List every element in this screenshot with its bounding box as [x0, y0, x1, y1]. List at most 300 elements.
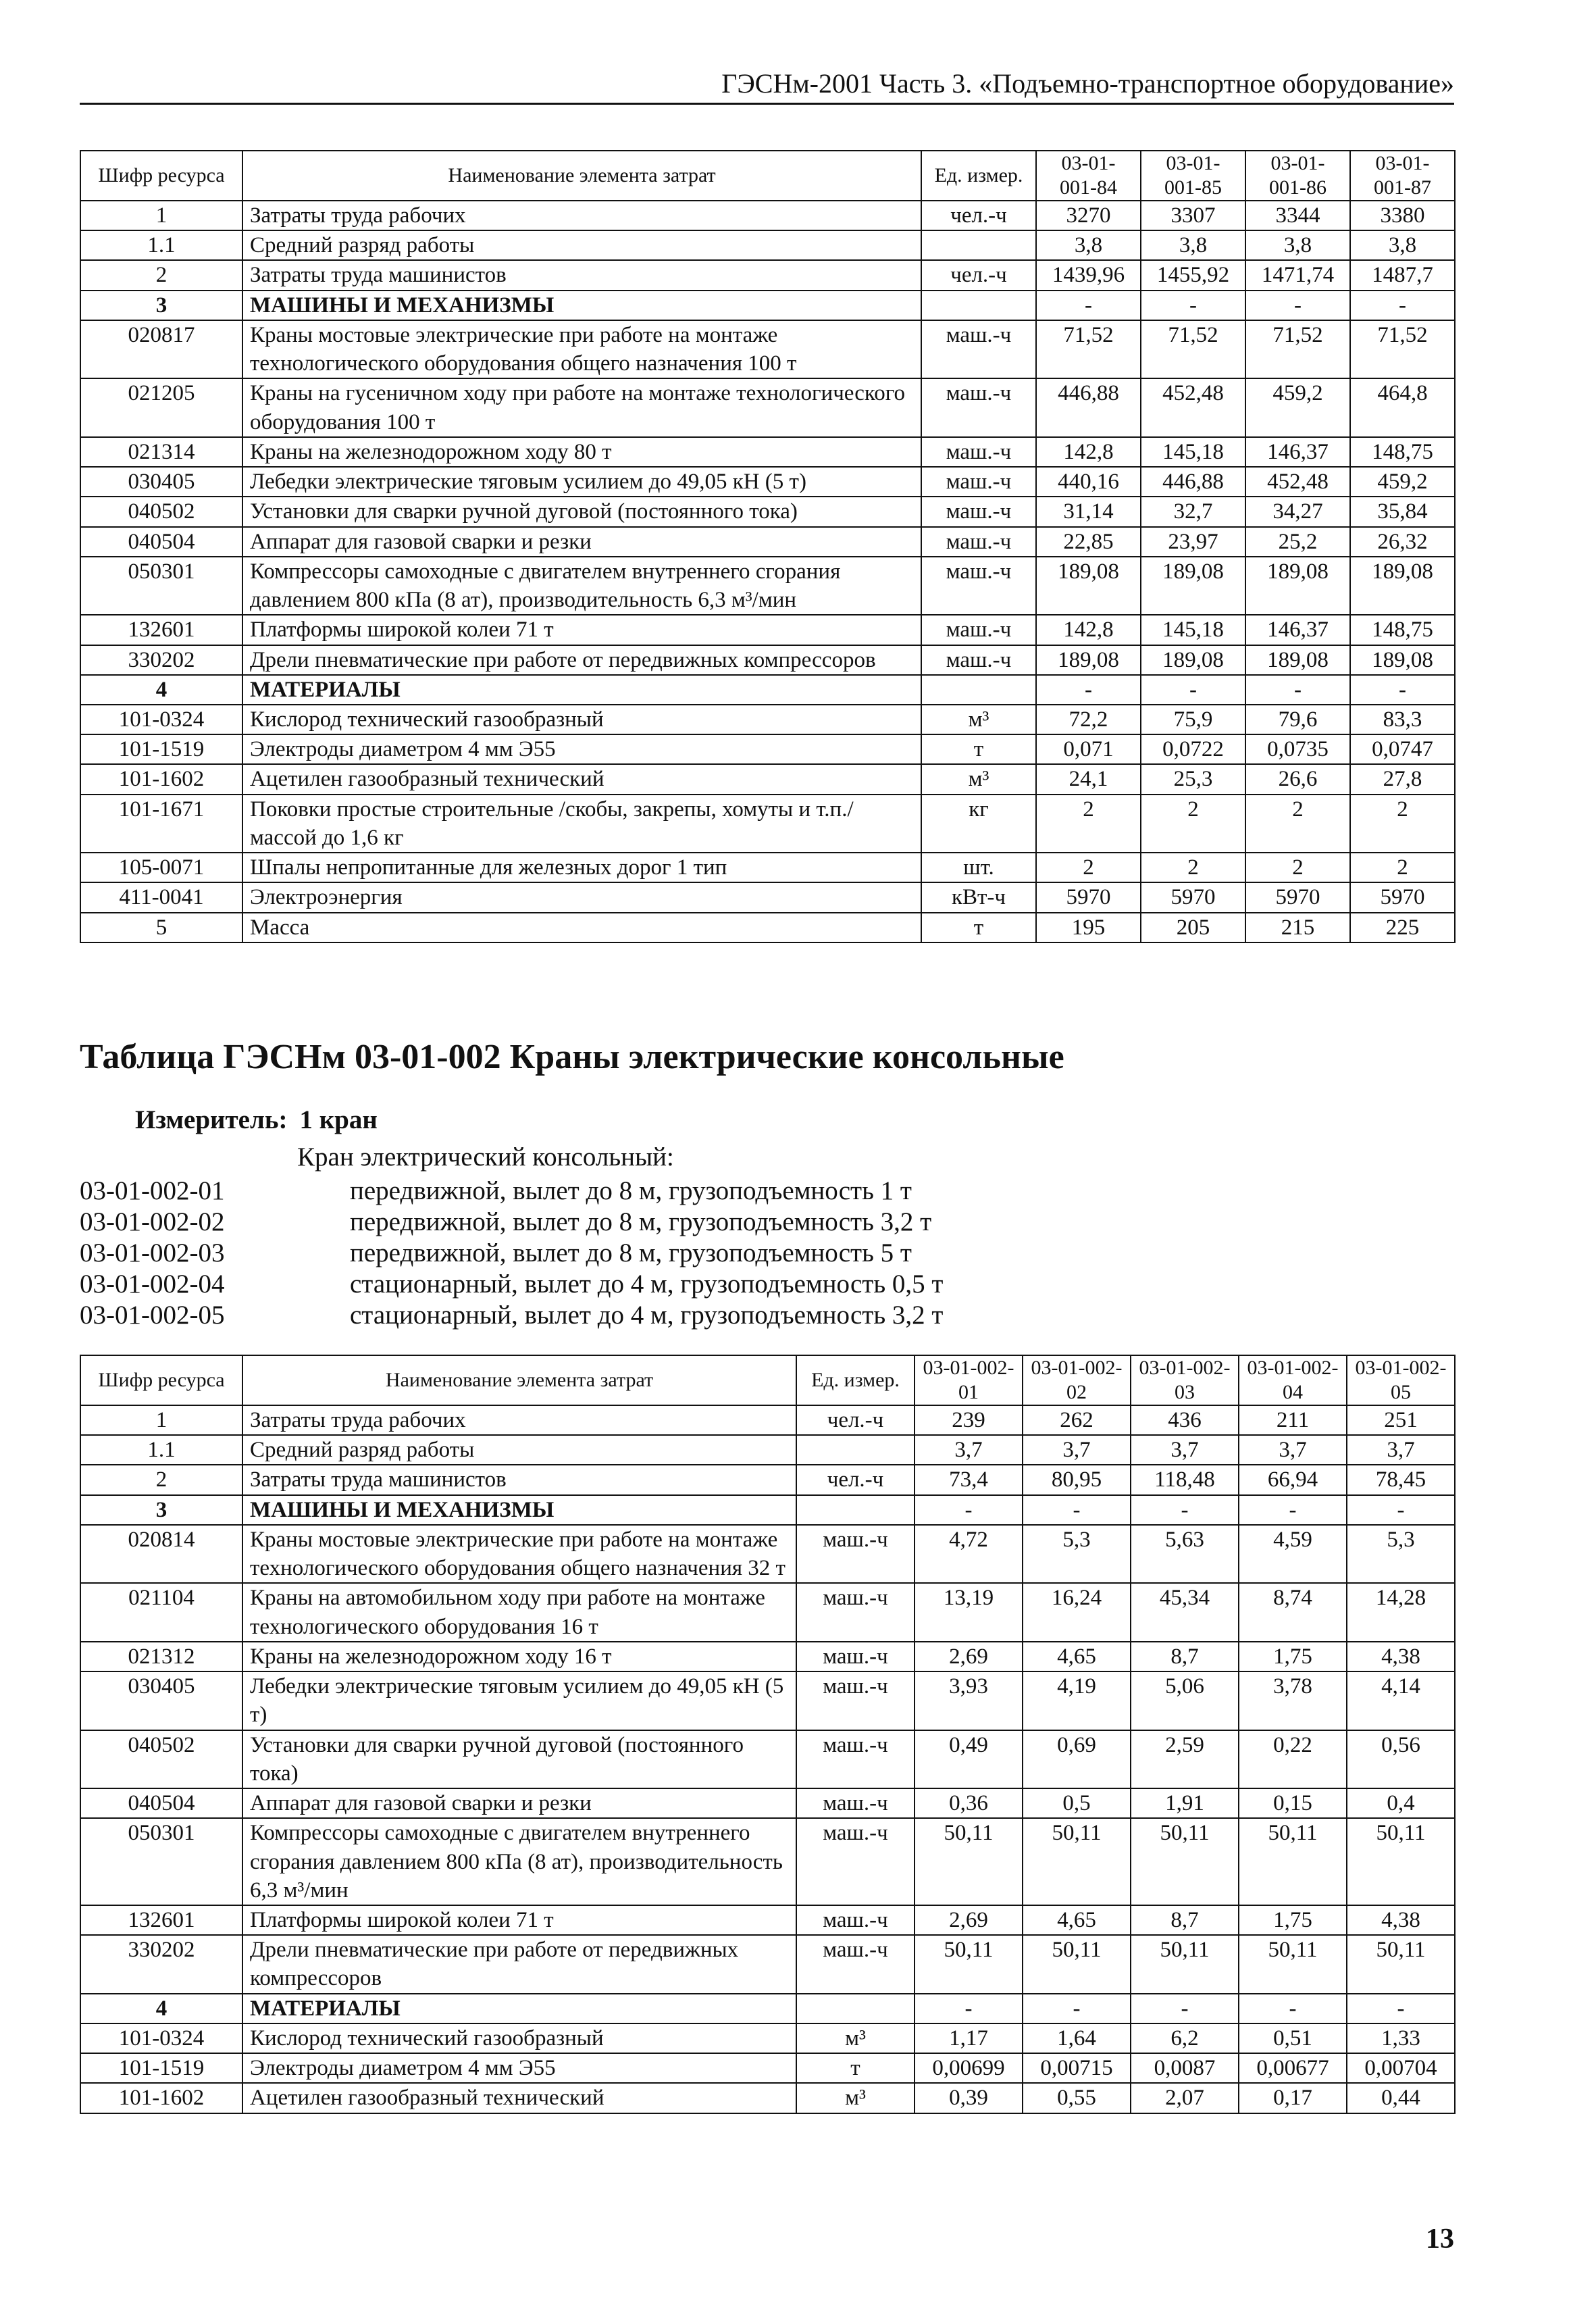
- cost-element-name: Масса: [242, 913, 921, 942]
- table-row: [80, 882, 1455, 912]
- value-cell: 3,8: [1350, 230, 1455, 260]
- value-cell: 145,18: [1141, 615, 1245, 645]
- resource-code: 040502: [80, 1730, 242, 1788]
- value-cell: 50,11: [1239, 1818, 1347, 1905]
- value-cell: 0,0747: [1350, 734, 1455, 764]
- value-cell: 145,18: [1141, 437, 1245, 467]
- unit-cell: маш.-ч: [796, 1525, 915, 1583]
- resource-code: 330202: [80, 1935, 242, 1993]
- variant-text: передвижной, вылет до 8 м, грузоподъемность 3,2 т: [350, 1207, 932, 1236]
- cost-element-name: Установки для сварки ручной дуговой (постоянного тока): [242, 1730, 796, 1788]
- value-cell: 0,00699: [915, 2053, 1023, 2083]
- value-cell: 142,8: [1036, 615, 1141, 645]
- value-cell: 2,07: [1131, 2083, 1239, 2113]
- table-row: [80, 291, 1455, 320]
- resource-code: 101-0324: [80, 2023, 242, 2053]
- value-cell: 22,85: [1036, 527, 1141, 557]
- unit-cell: м³: [921, 705, 1036, 734]
- value-cell: 2: [1141, 853, 1245, 882]
- value-cell: 262: [1023, 1405, 1131, 1435]
- value-cell: -: [1245, 291, 1350, 320]
- unit-cell: чел.-ч: [796, 1405, 915, 1435]
- value-cell: 50,11: [1023, 1818, 1131, 1905]
- value-cell: 146,37: [1245, 437, 1350, 467]
- value-cell: 78,45: [1347, 1465, 1455, 1494]
- value-cell: 1,91: [1131, 1788, 1239, 1818]
- value-cell: 3,7: [1023, 1435, 1131, 1465]
- variant-text: стационарный, вылет до 4 м, грузоподъемность 3,2 т: [350, 1301, 944, 1330]
- value-cell: 71,52: [1036, 320, 1141, 378]
- value-cell: 452,48: [1245, 467, 1350, 497]
- value-cell: 446,88: [1141, 467, 1245, 497]
- table-row: [80, 1525, 1455, 1583]
- table-row: [80, 853, 1455, 882]
- variant-text: передвижной, вылет до 8 м, грузоподъемность 5 т: [350, 1238, 912, 1267]
- value-cell: 3,7: [1131, 1435, 1239, 1465]
- table-row: [80, 675, 1455, 705]
- value-cell: -: [1350, 291, 1455, 320]
- value-cell: 1455,92: [1141, 260, 1245, 290]
- resource-code: 050301: [80, 1818, 242, 1905]
- variant-row: [80, 1300, 943, 1331]
- cost-element-name: Компрессоры самоходные с двигателем внутреннего сгорания давлением 800 кПа (8 ат), производительность 6,3 м³/мин: [242, 1818, 796, 1905]
- resource-code: 4: [80, 675, 242, 705]
- table-row: [80, 764, 1455, 794]
- value-cell: 4,65: [1023, 1642, 1131, 1671]
- measure-line: [135, 1105, 378, 1135]
- value-cell: 118,48: [1131, 1465, 1239, 1494]
- cost-element-name: Краны на автомобильном ходу при работе на монтаже технологического оборудования 16 т: [242, 1583, 796, 1641]
- value-cell: 3,78: [1239, 1671, 1347, 1730]
- value-cell: 436: [1131, 1405, 1239, 1435]
- value-cell: 0,00677: [1239, 2053, 1347, 2083]
- cost-element-name: Затраты труда машинистов: [242, 1465, 796, 1494]
- value-cell: 73,4: [915, 1465, 1023, 1494]
- value-cell: 0,69: [1023, 1730, 1131, 1788]
- variant-code: 03-01-002-01: [80, 1176, 225, 1205]
- unit-cell: [796, 1435, 915, 1465]
- table-row: [80, 527, 1455, 557]
- cost-element-name: МАТЕРИАЛЫ: [242, 675, 921, 705]
- table-row: [80, 1495, 1455, 1525]
- value-cell: 71,52: [1141, 320, 1245, 378]
- value-cell: 5970: [1245, 882, 1350, 912]
- table-row: [80, 1730, 1455, 1788]
- value-cell: 2,69: [915, 1905, 1023, 1935]
- value-cell: 3307: [1141, 201, 1245, 230]
- cost-element-name: Электроды диаметром 4 мм Э55: [242, 2053, 796, 2083]
- resource-code: 021205: [80, 378, 242, 436]
- value-cell: -: [915, 1994, 1023, 2023]
- variant-code: 03-01-002-04: [80, 1269, 225, 1299]
- value-cell: 2: [1141, 795, 1245, 853]
- unit-cell: [921, 675, 1036, 705]
- value-cell: -: [1141, 291, 1245, 320]
- value-cell: 1439,96: [1036, 260, 1141, 290]
- resource-table-2: [80, 1355, 1456, 2114]
- resource-code: 050301: [80, 557, 242, 615]
- resource-code: 020817: [80, 320, 242, 378]
- value-cell: -: [1036, 291, 1141, 320]
- value-cell: 205: [1141, 913, 1245, 942]
- unit-cell: маш.-ч: [921, 378, 1036, 436]
- unit-cell: маш.-ч: [796, 1642, 915, 1671]
- value-cell: 8,7: [1131, 1642, 1239, 1671]
- cost-element-name: Краны на гусеничном ходу при работе на монтаже технологического оборудования 100 т: [242, 378, 921, 436]
- value-cell: 459,2: [1350, 467, 1455, 497]
- cost-element-name: МАШИНЫ И МЕХАНИЗМЫ: [242, 1495, 796, 1525]
- value-cell: 5,06: [1131, 1671, 1239, 1730]
- column-header: Наименование элемента затрат: [242, 1355, 796, 1405]
- resource-code: 101-1519: [80, 734, 242, 764]
- resource-code: 132601: [80, 615, 242, 645]
- cost-element-name: Ацетилен газообразный технический: [242, 764, 921, 794]
- value-cell: 50,11: [1131, 1818, 1239, 1905]
- resource-code: 2: [80, 260, 242, 290]
- value-cell: 8,74: [1239, 1583, 1347, 1641]
- cost-element-name: Средний разряд работы: [242, 230, 921, 260]
- value-cell: 459,2: [1245, 378, 1350, 436]
- value-cell: 5,3: [1347, 1525, 1455, 1583]
- resource-code: 105-0071: [80, 853, 242, 882]
- value-cell: 71,52: [1350, 320, 1455, 378]
- resource-code: 021314: [80, 437, 242, 467]
- table-row: [80, 1642, 1455, 1671]
- unit-cell: [796, 1495, 915, 1525]
- value-cell: 0,49: [915, 1730, 1023, 1788]
- value-cell: 0,36: [915, 1788, 1023, 1818]
- value-cell: 4,59: [1239, 1525, 1347, 1583]
- table-title: Таблица ГЭСНм 03-01-002 Краны электрические консольные: [80, 1038, 1064, 1076]
- unit-cell: [921, 230, 1036, 260]
- unit-cell: м³: [796, 2023, 915, 2053]
- cost-element-name: Затраты труда машинистов: [242, 260, 921, 290]
- table-row: [80, 913, 1455, 942]
- value-cell: 464,8: [1350, 378, 1455, 436]
- table-row: [80, 1435, 1455, 1465]
- column-header: Шифр ресурса: [80, 1355, 242, 1405]
- table-header-row: [80, 1355, 1455, 1405]
- variant-row: [80, 1176, 943, 1207]
- value-cell: 148,75: [1350, 437, 1455, 467]
- resource-code: 101-1602: [80, 2083, 242, 2113]
- value-cell: 5,63: [1131, 1525, 1239, 1583]
- value-cell: 189,08: [1141, 557, 1245, 615]
- value-cell: 16,24: [1023, 1583, 1131, 1641]
- unit-cell: маш.-ч: [921, 467, 1036, 497]
- resource-code: 411-0041: [80, 882, 242, 912]
- resource-code: 3: [80, 1495, 242, 1525]
- resource-code: 101-1519: [80, 2053, 242, 2083]
- value-cell: 3344: [1245, 201, 1350, 230]
- value-cell: 0,44: [1347, 2083, 1455, 2113]
- value-cell: 3,8: [1141, 230, 1245, 260]
- value-cell: 3,7: [1347, 1435, 1455, 1465]
- value-cell: 189,08: [1350, 557, 1455, 615]
- column-header: Наименование элемента затрат: [242, 151, 921, 201]
- value-cell: 1,33: [1347, 2023, 1455, 2053]
- value-cell: 3,8: [1245, 230, 1350, 260]
- table-row: [80, 645, 1455, 675]
- value-cell: 0,4: [1347, 1788, 1455, 1818]
- unit-cell: м³: [796, 2083, 915, 2113]
- resource-code: 040504: [80, 1788, 242, 1818]
- cost-element-name: Краны на железнодорожном ходу 16 т: [242, 1642, 796, 1671]
- table-row: [80, 1465, 1455, 1494]
- cost-element-name: Шпалы непропитанные для железных дорог 1 тип: [242, 853, 921, 882]
- value-cell: 4,38: [1347, 1642, 1455, 1671]
- value-cell: 0,39: [915, 2083, 1023, 2113]
- value-cell: 14,28: [1347, 1583, 1455, 1641]
- value-cell: 0,22: [1239, 1730, 1347, 1788]
- value-cell: 0,00704: [1347, 2053, 1455, 2083]
- value-cell: 1471,74: [1245, 260, 1350, 290]
- page-header: ГЭСНм-2001 Часть 3. «Подъемно-транспортное оборудование»: [721, 68, 1454, 99]
- value-cell: 24,1: [1036, 764, 1141, 794]
- table-row: [80, 260, 1455, 290]
- table-row: [80, 201, 1455, 230]
- variant-code: 03-01-002-05: [80, 1301, 225, 1330]
- value-cell: 0,00715: [1023, 2053, 1131, 2083]
- resource-code: 021104: [80, 1583, 242, 1641]
- value-cell: 189,08: [1141, 645, 1245, 675]
- cost-element-name: Краны мостовые электрические при работе на монтаже технологического оборудования общего назначения 100 т: [242, 320, 921, 378]
- value-cell: 71,52: [1245, 320, 1350, 378]
- resource-code: 030405: [80, 1671, 242, 1730]
- value-cell: 1,75: [1239, 1905, 1347, 1935]
- table-row: [80, 1818, 1455, 1905]
- variant-code: 03-01-002-03: [80, 1238, 225, 1267]
- resource-code: 132601: [80, 1905, 242, 1935]
- resource-code: 1: [80, 1405, 242, 1435]
- value-cell: 50,11: [1023, 1935, 1131, 1993]
- table-row: [80, 2083, 1455, 2113]
- value-cell: 50,11: [1347, 1818, 1455, 1905]
- value-cell: 8,7: [1131, 1905, 1239, 1935]
- cost-element-name: Компрессоры самоходные с двигателем внутреннего сгорания давлением 800 кПа (8 ат), производительность 6,3 м³/мин: [242, 557, 921, 615]
- value-cell: 189,08: [1245, 557, 1350, 615]
- value-cell: 23,97: [1141, 527, 1245, 557]
- value-cell: 3380: [1350, 201, 1455, 230]
- column-header: Ед. измер.: [796, 1355, 915, 1405]
- value-cell: 50,11: [1347, 1935, 1455, 1993]
- cost-element-name: Краны мостовые электрические при работе на монтаже технологического оборудования общего назначения 32 т: [242, 1525, 796, 1583]
- value-cell: 25,3: [1141, 764, 1245, 794]
- cost-element-name: Дрели пневматические при работе от передвижных компрессоров: [242, 645, 921, 675]
- value-cell: 35,84: [1350, 497, 1455, 526]
- resource-code: 1.1: [80, 230, 242, 260]
- value-cell: 251: [1347, 1405, 1455, 1435]
- cost-element-name: Аппарат для газовой сварки и резки: [242, 1788, 796, 1818]
- unit-cell: маш.-ч: [796, 1583, 915, 1641]
- value-cell: 50,11: [915, 1935, 1023, 1993]
- table-row: [80, 1994, 1455, 2023]
- resource-code: 3: [80, 291, 242, 320]
- value-cell: -: [915, 1495, 1023, 1525]
- value-cell: 26,6: [1245, 764, 1350, 794]
- column-header: Шифр ресурса: [80, 151, 242, 201]
- column-header: 03-01-002-01: [915, 1355, 1023, 1405]
- table-row: [80, 615, 1455, 645]
- table-row: [80, 467, 1455, 497]
- unit-cell: [921, 291, 1036, 320]
- resource-code: 101-1602: [80, 764, 242, 794]
- resource-code: 020814: [80, 1525, 242, 1583]
- value-cell: 72,2: [1036, 705, 1141, 734]
- value-cell: 0,55: [1023, 2083, 1131, 2113]
- cost-element-name: Аппарат для газовой сварки и резки: [242, 527, 921, 557]
- cost-element-name: Ацетилен газообразный технический: [242, 2083, 796, 2113]
- cost-element-name: Лебедки электрические тяговым усилием до 49,05 кН (5 т): [242, 1671, 796, 1730]
- resource-code: 101-1671: [80, 795, 242, 853]
- column-header: 03-01-002-02: [1023, 1355, 1131, 1405]
- value-cell: 5970: [1141, 882, 1245, 912]
- variant-text: стационарный, вылет до 4 м, грузоподъемность 0,5 т: [350, 1269, 944, 1299]
- cost-element-name: Затраты труда рабочих: [242, 1405, 796, 1435]
- unit-cell: т: [796, 2053, 915, 2083]
- value-cell: 1,17: [915, 2023, 1023, 2053]
- cost-element-name: Лебедки электрические тяговым усилием до 49,05 кН (5 т): [242, 467, 921, 497]
- value-cell: 1,75: [1239, 1642, 1347, 1671]
- value-cell: -: [1023, 1495, 1131, 1525]
- unit-cell: маш.-ч: [921, 437, 1036, 467]
- unit-cell: маш.-ч: [796, 1905, 915, 1935]
- unit-cell: чел.-ч: [921, 260, 1036, 290]
- resource-code: 5: [80, 913, 242, 942]
- value-cell: 5970: [1036, 882, 1141, 912]
- table-header-row: [80, 151, 1455, 201]
- table-row: [80, 795, 1455, 853]
- resource-code: 4: [80, 1994, 242, 2023]
- value-cell: 0,17: [1239, 2083, 1347, 2113]
- cost-element-name: Платформы широкой колеи 71 т: [242, 615, 921, 645]
- value-cell: 50,11: [915, 1818, 1023, 1905]
- value-cell: 26,32: [1350, 527, 1455, 557]
- value-cell: 4,38: [1347, 1905, 1455, 1935]
- value-cell: 34,27: [1245, 497, 1350, 526]
- table-row: [80, 378, 1455, 436]
- resource-code: 330202: [80, 645, 242, 675]
- value-cell: 4,65: [1023, 1905, 1131, 1935]
- unit-cell: чел.-ч: [921, 201, 1036, 230]
- value-cell: 211: [1239, 1405, 1347, 1435]
- resource-code: 1.1: [80, 1435, 242, 1465]
- value-cell: 0,0087: [1131, 2053, 1239, 2083]
- value-cell: 5,3: [1023, 1525, 1131, 1583]
- value-cell: 189,08: [1350, 645, 1455, 675]
- value-cell: 83,3: [1350, 705, 1455, 734]
- value-cell: 0,5: [1023, 1788, 1131, 1818]
- resource-code: 101-0324: [80, 705, 242, 734]
- value-cell: 3,7: [1239, 1435, 1347, 1465]
- cost-element-name: Платформы широкой колеи 71 т: [242, 1905, 796, 1935]
- resource-code: 040504: [80, 527, 242, 557]
- cost-element-name: МАШИНЫ И МЕХАНИЗМЫ: [242, 291, 921, 320]
- table-row: [80, 320, 1455, 378]
- value-cell: 1,64: [1023, 2023, 1131, 2053]
- value-cell: 0,071: [1036, 734, 1141, 764]
- unit-cell: маш.-ч: [921, 527, 1036, 557]
- table-row: [80, 1583, 1455, 1641]
- value-cell: 2: [1245, 795, 1350, 853]
- cost-element-name: Кислород технический газообразный: [242, 705, 921, 734]
- value-cell: 50,11: [1131, 1935, 1239, 1993]
- value-cell: 3270: [1036, 201, 1141, 230]
- table-row: [80, 1935, 1455, 1993]
- table-row: [80, 2053, 1455, 2083]
- table-row: [80, 557, 1455, 615]
- table-row: [80, 2023, 1455, 2053]
- page-number: 13: [1426, 2223, 1454, 2255]
- unit-cell: маш.-ч: [796, 1730, 915, 1788]
- value-cell: 2,59: [1131, 1730, 1239, 1788]
- value-cell: -: [1239, 1495, 1347, 1525]
- resource-code: 040502: [80, 497, 242, 526]
- unit-cell: маш.-ч: [796, 1671, 915, 1730]
- value-cell: -: [1347, 1495, 1455, 1525]
- value-cell: -: [1141, 675, 1245, 705]
- table-row: [80, 705, 1455, 734]
- variant-row: [80, 1238, 943, 1269]
- value-cell: 0,0722: [1141, 734, 1245, 764]
- cost-element-name: Установки для сварки ручной дуговой (постоянного тока): [242, 497, 921, 526]
- column-header: 03-01-002-04: [1239, 1355, 1347, 1405]
- column-header: 03-01-001-86: [1245, 151, 1350, 201]
- table-row: [80, 230, 1455, 260]
- value-cell: 79,6: [1245, 705, 1350, 734]
- value-cell: 80,95: [1023, 1465, 1131, 1494]
- unit-cell: чел.-ч: [796, 1465, 915, 1494]
- value-cell: 0,0735: [1245, 734, 1350, 764]
- value-cell: 4,14: [1347, 1671, 1455, 1730]
- value-cell: 2: [1036, 795, 1141, 853]
- value-cell: 0,15: [1239, 1788, 1347, 1818]
- variant-code: 03-01-002-02: [80, 1207, 225, 1236]
- variant-row: [80, 1269, 943, 1300]
- measure-value: 1 кран: [299, 1105, 378, 1134]
- table-row: [80, 497, 1455, 526]
- unit-cell: маш.-ч: [921, 320, 1036, 378]
- value-cell: 45,34: [1131, 1583, 1239, 1641]
- value-cell: -: [1245, 675, 1350, 705]
- unit-cell: шт.: [921, 853, 1036, 882]
- cost-element-name: Краны на железнодорожном ходу 80 т: [242, 437, 921, 467]
- value-cell: 4,19: [1023, 1671, 1131, 1730]
- value-cell: 2: [1036, 853, 1141, 882]
- value-cell: 3,8: [1036, 230, 1141, 260]
- unit-cell: маш.-ч: [921, 557, 1036, 615]
- value-cell: 2: [1350, 795, 1455, 853]
- unit-cell: т: [921, 913, 1036, 942]
- variant-text: передвижной, вылет до 8 м, грузоподъемность 1 т: [350, 1176, 912, 1205]
- resource-code: 030405: [80, 467, 242, 497]
- value-cell: 2: [1245, 853, 1350, 882]
- value-cell: 195: [1036, 913, 1141, 942]
- value-cell: 0,56: [1347, 1730, 1455, 1788]
- unit-cell: кВт-ч: [921, 882, 1036, 912]
- value-cell: 215: [1245, 913, 1350, 942]
- value-cell: 25,2: [1245, 527, 1350, 557]
- value-cell: 148,75: [1350, 615, 1455, 645]
- variant-row: [80, 1207, 943, 1238]
- resource-table-1: [80, 150, 1456, 943]
- value-cell: 4,72: [915, 1525, 1023, 1583]
- column-header: 03-01-002-03: [1131, 1355, 1239, 1405]
- resource-code: 1: [80, 201, 242, 230]
- value-cell: -: [1023, 1994, 1131, 2023]
- value-cell: 13,19: [915, 1583, 1023, 1641]
- unit-cell: маш.-ч: [796, 1788, 915, 1818]
